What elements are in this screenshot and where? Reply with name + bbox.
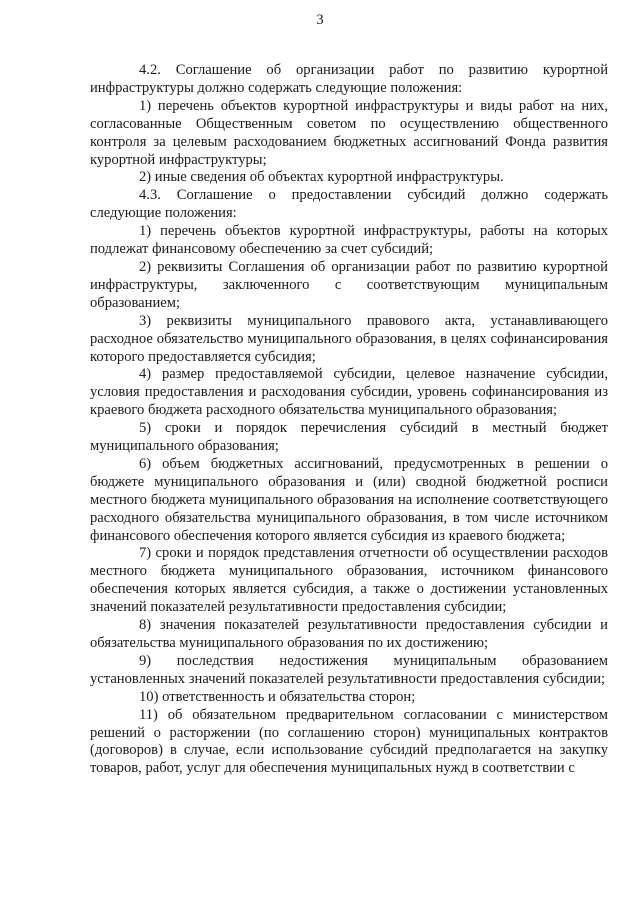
paragraph-4-3-item-10: 10) ответственность и обязательства сторон; [139, 688, 416, 705]
paragraph-4-3-item-2: 2) реквизиты Соглашения об организации работ по развитию курортной инфраструктуры, заключенного с соответствующим муниципальным образованием; [90, 258, 608, 311]
paragraph-4-2-item-1: 1) перечень объектов курортной инфраструктуры и виды работ на них, согласованные Общественным советом по осуществлению общественного контроля за целевым расходованием бюджетных ассигнований Фонда развития курортной инфраструктуры; [90, 97, 608, 168]
paragraph-4-2-item-2: 2) иные сведения об объектах курортной инфраструктуры. [139, 169, 504, 186]
paragraph-4-3-item-6: 6) объем бюджетных ассигнований, предусмотренных в решении о бюджете муниципального образования и (или) сводной бюджетной росписи местного бюджета муниципального образования на исполнение соответствующего расходного обязательства муниципального образования, в том числе источником финансового обеспечения которого является субсидия из краевого бюджета; [90, 455, 608, 544]
document-body [90, 62, 608, 778]
paragraph-4-3-item-4: 4) размер предоставляемой субсидии, целевое назначение субсидии, условия предоставления и расходования субсидии, уровень софинансирования из краевого бюджета расходного обязательства муниципального образования; [90, 366, 608, 419]
page-number: 3 [316, 12, 324, 28]
paragraph-4-3: 4.3. Соглашение о предоставлении субсидий должно содержать следующие положения: [90, 187, 608, 222]
paragraph-4-3-item-1: 1) перечень объектов курортной инфраструктуры, работы на которых подлежат финансовому обеспечению за счет субсидий; [90, 223, 608, 258]
paragraph-4-3-item-3: 3) реквизиты муниципального правового акта, устанавливающего расходное обязательство муниципального образования, в целях софинансирования которого предоставляется субсидия; [90, 312, 608, 365]
paragraph-4-3-item-11: 11) об обязательном предварительном согласовании с министерством решений о расторжении (по соглашению сторон) муниципальных контрактов (договоров) в случае, если использование субсидий предполагается на закупку товаров, работ, услуг для обеспечения муниципальных нужд в соответствии с [90, 706, 608, 777]
paragraph-4-3-item-7: 7) сроки и порядок представления отчетности об осуществлении расходов местного бюджета муниципального образования, источником финансового обеспечения которых является субсидия, а также о достижении установленных значений показателей результативности предоставления субсидии; [90, 545, 608, 616]
paragraph-4-3-item-9: 9) последствия недостижения муниципальным образованием установленных значений показателей результативности предоставления субсидии; [90, 652, 608, 687]
paragraph-4-3-item-5: 5) сроки и порядок перечисления субсидий в местный бюджет муниципального образования; [90, 420, 608, 455]
paragraph-4-2: 4.2. Соглашение об организации работ по развитию курортной инфраструктуры должно содержать следующие положения: [90, 62, 608, 96]
paragraph-4-3-item-8: 8) значения показателей результативности предоставления субсидии и обязательства муниципального образования по их достижению; [90, 617, 608, 651]
